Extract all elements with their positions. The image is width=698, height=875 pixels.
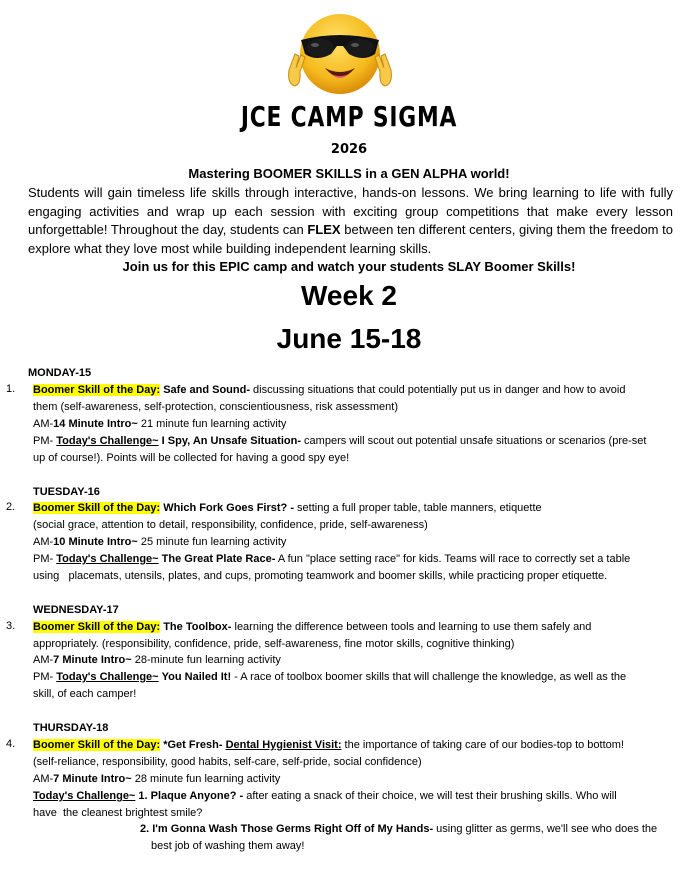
- am-prefix: AM-: [33, 654, 54, 666]
- am-prefix: AM-: [33, 418, 54, 430]
- challenge-desc-cont: up of course!). Points will be collected for having a good spy eye!: [33, 452, 350, 464]
- skill-desc: learning the difference between tools and learning to use them safely and: [231, 621, 592, 633]
- challenge-desc: after eating a snack of their choice, we will test their brushing skills. Who will: [243, 790, 617, 802]
- am-intro: 14 Minute Intro~: [53, 418, 138, 430]
- am-rest: 21 minute fun learning activity: [137, 418, 287, 430]
- challenge-desc-cont: skill, of each camper!: [33, 688, 137, 700]
- skill-desc: setting a full proper table, table manners, etiquette: [294, 502, 542, 514]
- camp-title: JCE CAMP SIGMA: [240, 100, 458, 133]
- week-heading: Week 2: [301, 280, 397, 311]
- day-heading-monday: MONDAY-15: [28, 367, 92, 379]
- intro-text-1: Students will gain timeless life skills through interactive, hands-on lessons. We bring learning to life with fully engaging activities and wrap up each session with exciting group competitions that make every lesson unforgettable! Throughout the day, students can: [28, 185, 673, 238]
- challenge-desc: campers will scout out potential unsafe situations or scenarios (pre-set: [301, 435, 647, 447]
- skill-desc-cont: appropriately. (responsibility, confidence, pride, self-awareness, fine motor skills, cognitive thinking): [33, 638, 515, 650]
- challenge-label: Today's Challenge~: [56, 553, 159, 565]
- challenge-title: 2. I'm Gonna Wash Those Germs Right Off of My Hands-: [140, 823, 434, 835]
- am-rest: 28 minute fun learning activity: [131, 773, 281, 785]
- intro-paragraph: [28, 184, 673, 258]
- pm-prefix: PM-: [33, 553, 54, 565]
- am-line: [33, 534, 286, 551]
- skill-title: The Toolbox-: [163, 621, 232, 633]
- pm-prefix: PM-: [33, 435, 54, 447]
- challenge-desc: - A race of toolbox boomer skills that will challenge the knowledge, as well as the: [231, 671, 627, 683]
- am-line: [33, 416, 286, 433]
- list-number: 2.: [6, 501, 16, 513]
- challenge-desc-cont: best job of washing them away!: [151, 840, 305, 852]
- skill-title: *Get Fresh-: [163, 739, 223, 751]
- day-heading-tuesday: TUESDAY-16: [33, 486, 100, 498]
- am-rest: 25 minute fun learning activity: [137, 536, 287, 548]
- am-intro: 7 Minute Intro~: [53, 773, 132, 785]
- am-line: [33, 652, 281, 669]
- day-heading-wednesday: WEDNESDAY-17: [33, 604, 119, 616]
- skill-title: Safe and Sound-: [163, 384, 250, 396]
- skill-label: Boomer Skill of the Day:: [33, 502, 161, 514]
- list-number: 3.: [6, 620, 16, 632]
- challenge-line-1: [33, 788, 617, 805]
- pm-line: [33, 551, 630, 568]
- skill-line: [33, 737, 624, 754]
- challenge-title: The Great Plate Race-: [161, 553, 276, 565]
- day-heading-thursday: THURSDAY-18: [33, 722, 109, 734]
- challenge-title: 1. Plaque Anyone? -: [138, 790, 244, 802]
- skill-title: Which Fork Goes First? -: [163, 502, 294, 514]
- challenge-desc: using glitter as germs, we'll see who does the: [433, 823, 658, 835]
- skill-label: Boomer Skill of the Day:: [33, 384, 161, 396]
- challenge-label: Today's Challenge~: [56, 671, 159, 683]
- skill-label: Boomer Skill of the Day:: [33, 739, 161, 751]
- intro-text-2: between ten different centers, giving them the freedom to explore what they love most while building independent learning skills.: [28, 222, 673, 256]
- challenge-title: You Nailed It!: [161, 671, 232, 683]
- sunglasses-peace-emoji-icon: [287, 10, 393, 98]
- am-prefix: AM-: [33, 773, 54, 785]
- pm-line: [33, 669, 626, 686]
- challenge-line-2: [140, 821, 657, 838]
- challenge-desc-cont: have the cleanest brightest smile?: [33, 807, 203, 819]
- challenge-title: I Spy, An Unsafe Situation-: [161, 435, 301, 447]
- skill-label: Boomer Skill of the Day:: [33, 621, 161, 633]
- skill-desc: the importance of taking care of our bodies-top to bottom!: [341, 739, 624, 751]
- join-callout: Join us for this EPIC camp and watch your students SLAY Boomer Skills!: [122, 259, 576, 274]
- am-intro: 10 Minute Intro~: [53, 536, 138, 548]
- dates-heading: June 15-18: [276, 323, 422, 354]
- tagline: Mastering BOOMER SKILLS in a GEN ALPHA world!: [188, 166, 510, 181]
- dental-visit: Dental Hygienist Visit:: [225, 739, 342, 751]
- skill-desc-cont: (social grace, attention to detail, responsibility, confidence, pride, self-awareness): [33, 519, 428, 531]
- am-intro: 7 Minute Intro~: [53, 654, 132, 666]
- skill-desc-cont: (self-reliance, responsibility, good habits, self-care, self-pride, social confidence): [33, 756, 422, 768]
- list-number: 1.: [6, 383, 16, 395]
- skill-line: [33, 619, 591, 636]
- skill-line: [33, 382, 625, 399]
- challenge-desc-cont: using placemats, utensils, plates, and cups, promoting teamwork and boomer skills, while practicing proper etiquette.: [33, 570, 608, 582]
- skill-desc-cont: them (self-awareness, self-protection, conscientiousness, risk assessment): [33, 401, 398, 413]
- am-rest: 28-minute fun learning activity: [131, 654, 281, 666]
- challenge-label: Today's Challenge~: [56, 435, 159, 447]
- skill-desc: discussing situations that could potentially put us in danger and how to avoid: [249, 384, 626, 396]
- am-prefix: AM-: [33, 536, 54, 548]
- am-line: [33, 771, 280, 788]
- challenge-label: Today's Challenge~: [33, 790, 136, 802]
- pm-line: [33, 433, 646, 450]
- pm-prefix: PM-: [33, 671, 54, 683]
- intro-flex: FLEX: [307, 222, 341, 238]
- list-number: 4.: [6, 738, 16, 750]
- challenge-desc: A fun "place setting race" for kids. Teams will race to correctly set a table: [275, 553, 631, 565]
- skill-line: [33, 500, 542, 517]
- camp-year: 2026: [330, 142, 368, 157]
